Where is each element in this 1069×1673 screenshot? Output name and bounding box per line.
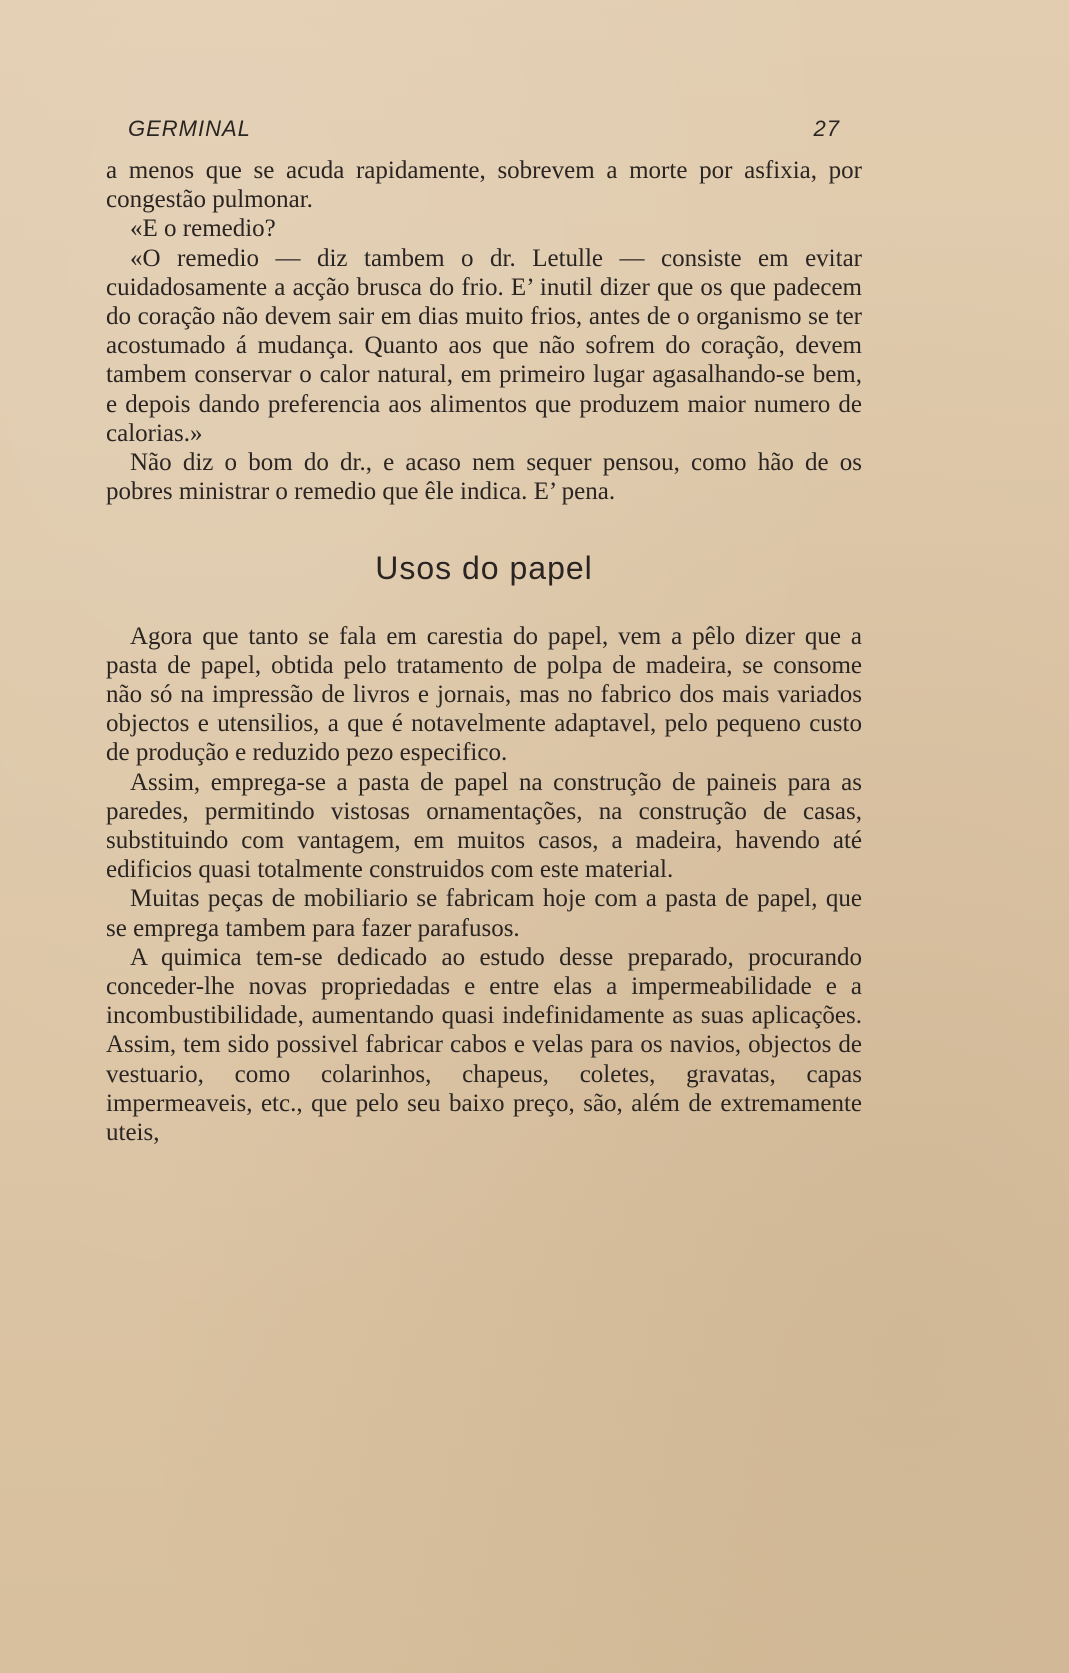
paragraph: Não diz o bom do dr., e acaso nem sequer pensou, como hão de os pobres ministrar o remedio que êle indica. E’ pena. <box>106 449 862 506</box>
paragraph-continued: a menos que se acuda rapidamente, sobrevem a morte por asfixia, por congestão pulmonar. <box>106 157 862 214</box>
running-title: GERMINAL <box>128 116 251 141</box>
paragraph: «O remedio — diz tambem o dr. Letulle — consiste em evitar cuidadosamente a acção brusca do frio. E’ inutil dizer que os que padecem do coração não devem sair em dias muito frios, antes de o organismo se ter acostumado á mudança. Quanto aos que não sofrem do coração, devem tambem conservar o calor natural, em primeiro lugar agasalhando-se bem, e depois dando preferencia aos alimentos que produzem maior numero de calorias.» <box>106 244 862 447</box>
paragraph: «E o remedio? <box>130 215 276 243</box>
paragraph: Muitas peças de mobiliario se fabricam hoje com a pasta de papel, que se emprega tambem para fazer parafusos. <box>106 885 862 942</box>
page-header <box>128 108 840 142</box>
section-title: Usos do papel <box>375 550 593 587</box>
page-number: 27 <box>813 116 840 141</box>
paragraph: Agora que tanto se fala em carestia do papel, vem a pêlo dizer que a pasta de papel, obtida pelo tratamento de polpa de madeira, se consome não só na impressão de livros e jornais, mas no fabrico dos mais variados objectos e utensilios, a que é notavelmente adaptavel, pelo pequeno custo de produção e reduzido pezo especifico. <box>106 622 862 767</box>
paragraph: A quimica tem-se dedicado ao estudo desse preparado, procurando conceder-lhe novas propriedadas e entre elas a impermeabilidade e a incombustibilidade, aumentando quasi indefinidamente as suas aplicações. Assim, tem sido possivel fabricar cabos e velas para os navios, objectos de vestuario, como colarinhos, chapeus, coletes, gravatas, capas impermeaveis, etc., que pelo seu baixo preço, são, além de extremamente uteis, <box>106 943 862 1147</box>
paragraph: Assim, emprega-se a pasta de papel na construção de paineis para as paredes, permitindo vistosas ornamentações, na construção de casas, substituindo com vantagem, em muitos casos, a madeira, havendo até edificios quasi totalmente construidos com este material. <box>106 768 862 884</box>
page-body <box>106 156 862 1147</box>
